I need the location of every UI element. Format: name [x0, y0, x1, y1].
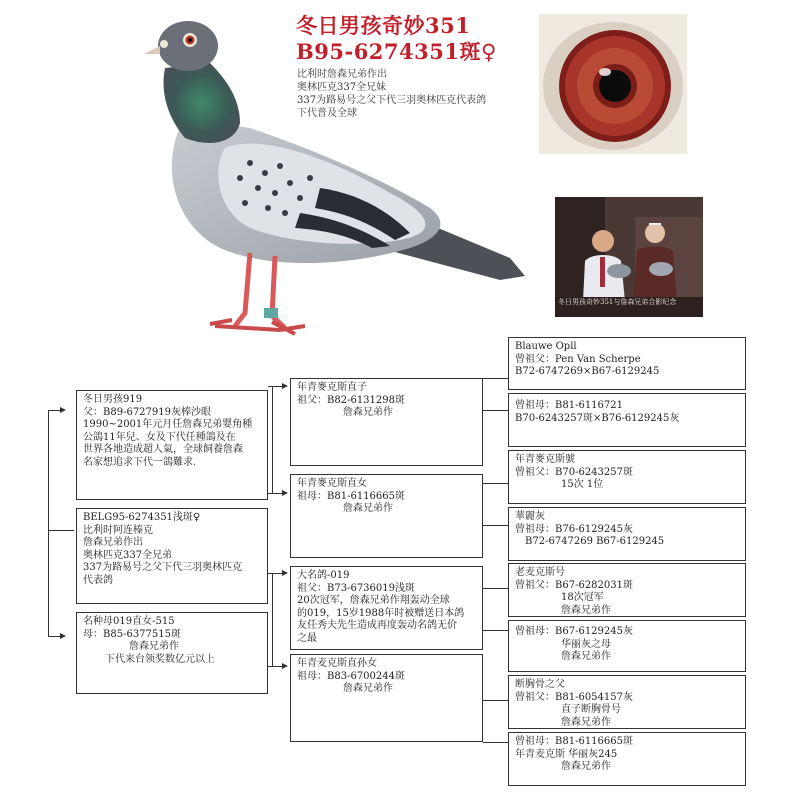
ggp-line: 曾祖父：Pen Van Scherpe: [515, 353, 641, 365]
granddam-maternal-box: [290, 654, 483, 742]
gp-line: 祖父：B73-6736019浅斑: [297, 582, 415, 594]
gp-line: 詹森兄弟作: [343, 683, 393, 694]
great-grandparent-box: [508, 393, 746, 447]
great-grandparent-box: [508, 675, 746, 729]
connector-line: [48, 636, 60, 637]
ggp-line: 詹森兄弟作: [561, 604, 611, 616]
ggp-line: Blauwe Opll: [515, 341, 577, 352]
connector-line: [268, 666, 282, 667]
gp-line: 祖母：B81-6116665斑: [297, 490, 405, 502]
gp-line: 年青麦克斯直孙女: [297, 658, 377, 669]
gp-line: 的019，15岁1988年时被赠送日本鸽: [297, 607, 465, 619]
connector-line: [483, 410, 508, 411]
ggp-line: 曾祖母：B81-6116721: [515, 400, 623, 411]
great-grandparent-box: [508, 337, 746, 390]
ggp-line: 詹森兄弟作: [561, 651, 611, 662]
connector-arrow: [282, 490, 288, 496]
pigeon-name: 冬日男孩奇妙351: [296, 13, 471, 38]
connector-line: [483, 483, 508, 484]
sire-line: 1990~2001年元月任詹森兄弟婴角種: [83, 419, 253, 430]
connector-arrow: [282, 383, 288, 389]
connector-line: [48, 410, 60, 411]
ggp-line: 曾祖母：B76-6129245灰: [515, 523, 633, 535]
gp-line: 詹森兄弟作: [343, 407, 393, 418]
gp-line: 之最: [297, 632, 317, 644]
info-line: 337为路易号之父下代三羽奥林匹克代表鸽: [297, 95, 487, 106]
subject-line: 337为路易号之父下代三羽奥林匹克: [83, 562, 243, 573]
sire-line: 父：B89-6727919灰棒沙眼: [83, 406, 211, 418]
info-line: 下代普及全球: [297, 108, 357, 119]
eye-photo: [539, 14, 687, 154]
connector-arrow: [282, 663, 288, 669]
info-line: 奥林匹克337全兄妹: [297, 82, 387, 93]
connector-line: [483, 742, 508, 743]
grandsire-paternal-box: [290, 378, 483, 466]
gp-line: 年青麥克斯直子: [297, 382, 367, 393]
sire-line: 冬日男孩919: [83, 394, 143, 405]
subject-line: 詹森兄弟作出: [83, 537, 143, 548]
ggp-line: 老麦克斯号: [515, 567, 565, 578]
granddam-paternal-box: [290, 474, 483, 558]
ggp-line: 曾祖父：B67-6282031斑: [515, 579, 633, 591]
gp-line: 20次冠军，詹森兄弟作翔轰动全球: [297, 595, 450, 606]
ggp-line: 断胸骨之父: [515, 679, 565, 690]
ggp-line: 年青麦克斯 华丽灰245: [515, 748, 618, 760]
ggp-line: 15次 1位: [561, 479, 604, 490]
ggp-line: 曾祖母：B67-6129245灰: [515, 626, 633, 637]
connector-line: [483, 378, 508, 379]
ggp-line: 18次冠军: [561, 592, 604, 603]
gp-line: 詹森兄弟作: [343, 503, 393, 514]
dam-line: 下代来台领奖数亿元以上: [105, 653, 215, 665]
great-grandparent-box: [508, 450, 746, 504]
connector-line: [483, 525, 508, 526]
sire-box: [76, 390, 268, 500]
pigeon-ring-number: B95-6274351斑♀: [296, 39, 497, 64]
ggp-line: 詹森兄弟作: [561, 761, 611, 772]
connector-line: [48, 410, 49, 636]
ggp-line: 华丽灰之母: [561, 638, 611, 650]
dam-box: [76, 612, 268, 694]
gp-line: 年青麥克斯直女: [297, 478, 367, 489]
ggp-line: 曾祖父：B81-6054157灰: [515, 691, 633, 703]
info-line: 比利时詹森兄弟作出: [297, 69, 387, 80]
connector-line: [483, 630, 508, 631]
gp-line: 祖父：B82-6131298斑: [297, 394, 405, 406]
ggp-line: B72-6747269×B67-6129245: [515, 366, 660, 377]
ggp-line: B72-6747269 B67-6129245: [525, 536, 665, 547]
photo-caption: 冬日男孩奇妙351与詹森兄弟合影纪念: [555, 297, 703, 317]
dam-line: 名种母019直女-515: [83, 616, 175, 627]
sire-line: 世界各地造成超人氣，全球飼養詹森: [83, 444, 243, 455]
sire-line: 公鴿11年兒、女及下代任種鴿及在: [83, 431, 236, 443]
subject-line: 奥林匹克337全兄弟: [83, 549, 173, 561]
ggp-line: 詹森兄弟作: [561, 716, 611, 728]
ggp-line: 年青麥克斯號: [515, 454, 575, 465]
ggp-line: 曾祖父：B70-6243257斑: [515, 466, 633, 478]
dam-line: 詹森兄弟作: [129, 641, 179, 652]
connector-line: [483, 588, 508, 589]
subject-line: 比利时阿连榛克: [83, 524, 153, 536]
connector-line: [268, 573, 282, 574]
ggp-line: 曾祖母：B81-6116665斑: [515, 736, 633, 747]
great-grandparent-box: [508, 507, 746, 561]
great-grandparent-box: [508, 620, 746, 672]
connector-line: [272, 386, 273, 493]
owners-photo: [555, 197, 703, 317]
gp-line: 大名鸽-019: [297, 570, 350, 581]
connector-arrow: [60, 633, 66, 639]
connector-line: [272, 573, 273, 666]
connector-line: [268, 493, 282, 494]
great-grandparent-box: [508, 563, 746, 617]
connector-arrow: [282, 570, 288, 576]
dam-line: 母：B85-6377515斑: [83, 628, 181, 640]
connector-line: [483, 700, 508, 701]
grandsire-maternal-box: [290, 566, 483, 650]
subject-line: BELG95-6274351浅斑♀: [83, 512, 201, 523]
ggp-line: B70-6243257斑×B76-6129245灰: [515, 412, 680, 424]
gp-line: 友任秀夫先生造成再度轰动名鸽无价: [297, 620, 457, 631]
subject-box: [76, 508, 268, 604]
ggp-line: 直子断胸骨号: [561, 704, 621, 715]
gp-line: 祖母：B83-6700244斑: [297, 670, 405, 682]
sire-line: 名家想追求下代一鴿難求.: [83, 456, 197, 468]
great-grandparent-box: [508, 732, 746, 786]
ggp-line: 華麗灰: [515, 511, 545, 522]
pigeon-photo: [140, 8, 530, 353]
subject-line: 代表鸽: [83, 574, 113, 586]
connector-line: [268, 386, 282, 387]
connector-line: [48, 530, 74, 531]
connector-arrow: [60, 407, 66, 413]
